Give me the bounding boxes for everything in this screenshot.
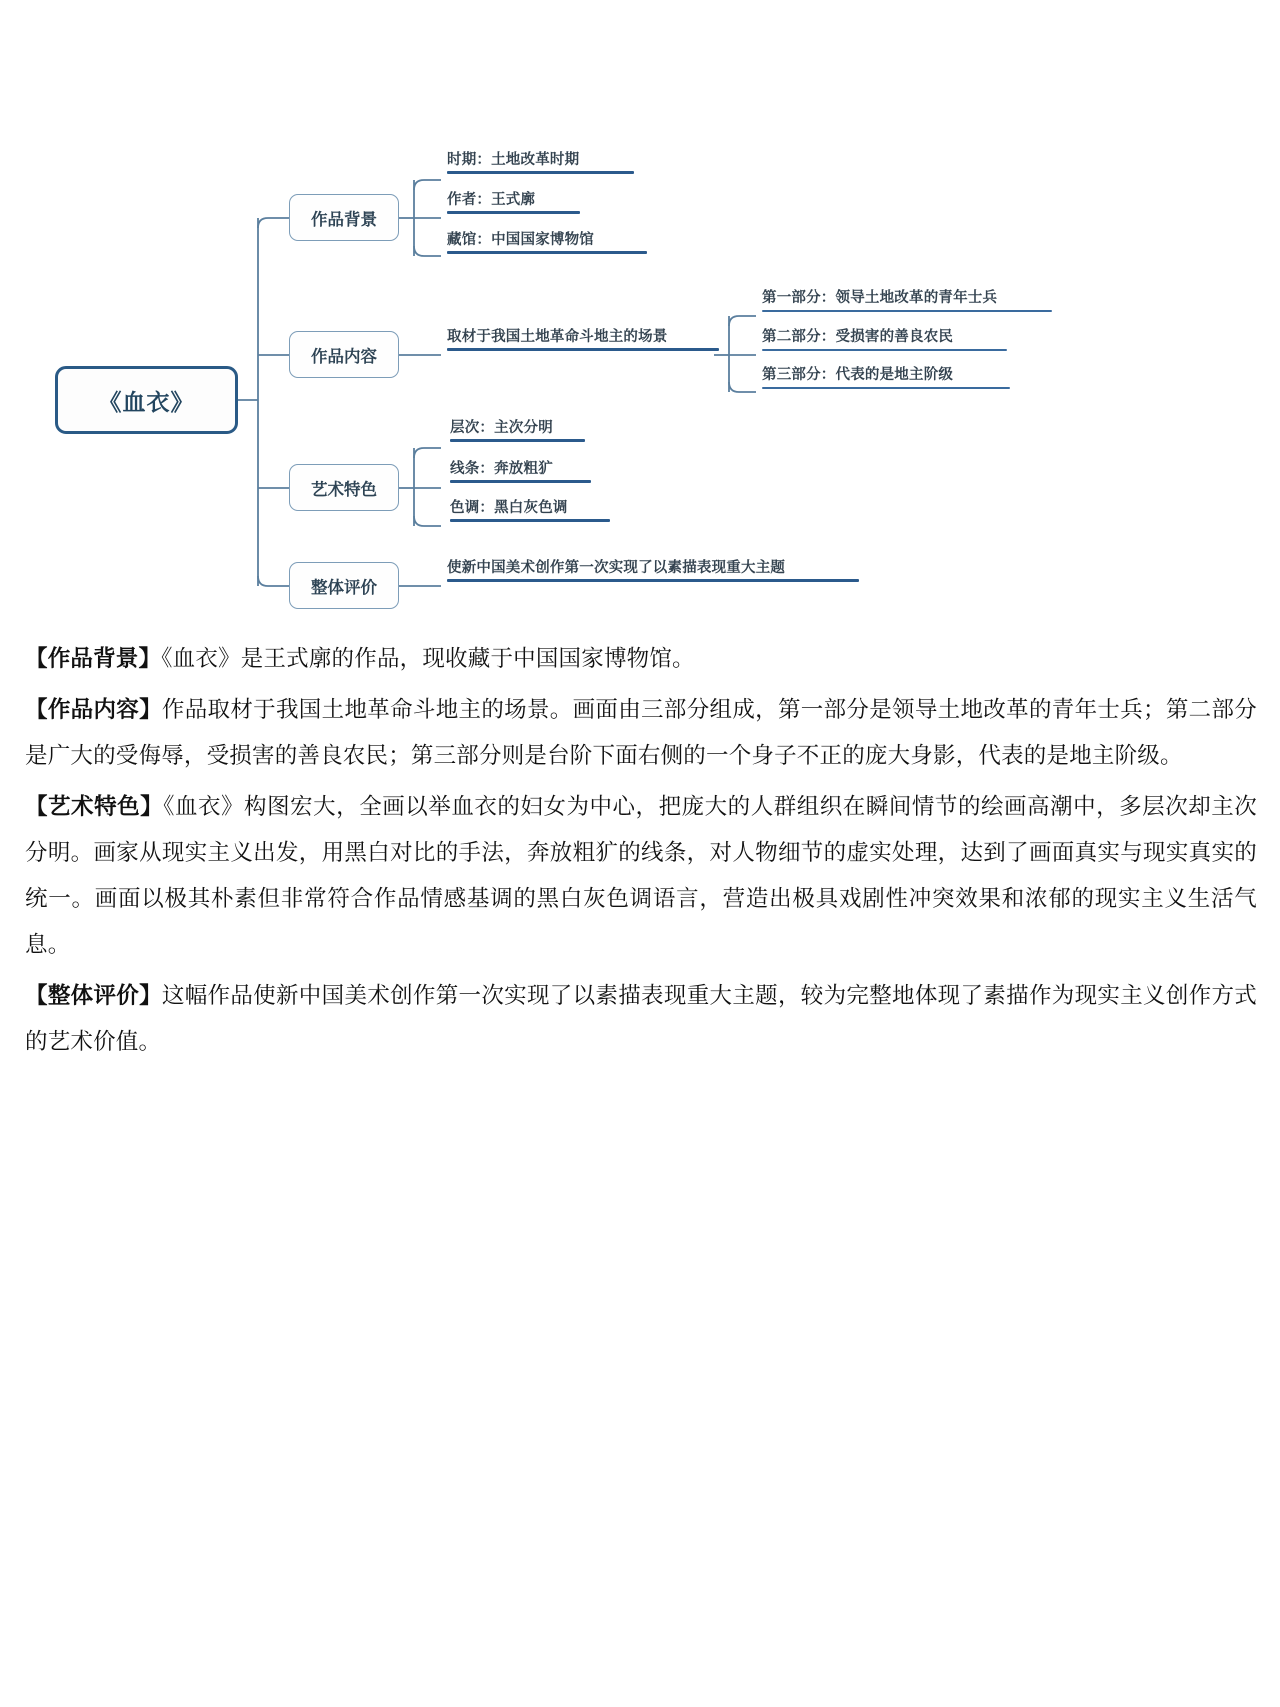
leaf-text: 取材于我国土地革命斗地主的场景 bbox=[447, 329, 668, 345]
mindmap-branch-label: 整体评价 bbox=[311, 578, 377, 597]
mindmap-branch-background bbox=[289, 194, 399, 241]
paragraph-text: 作品取材于我国土地革命斗地主的场景。画面由三部分组成，第一部分是领导土地改革的青年士兵；第二部分是广大的受侮辱，受损害的善良农民；第三部分则是台阶下面右侧的一个身子不正的庞大身影，代表的是地主阶级。 bbox=[25, 697, 1257, 768]
paragraph-tag: 【作品背景】 bbox=[25, 646, 162, 671]
leaf-underline bbox=[762, 310, 1052, 312]
paragraph-overall-evaluation bbox=[25, 973, 1257, 1065]
leaf-underline bbox=[447, 211, 580, 214]
leaf-underline bbox=[447, 171, 634, 174]
paragraph-artistic-features bbox=[25, 784, 1257, 968]
mindmap-leaf-layers bbox=[450, 416, 553, 442]
leaf-underline bbox=[447, 251, 647, 254]
mindmap-branch-artistic-features bbox=[289, 464, 399, 511]
paragraph-tag: 【整体评价】 bbox=[25, 983, 162, 1008]
leaf-text: 藏馆：中国国家博物馆 bbox=[447, 232, 594, 248]
leaf-underline bbox=[762, 349, 1007, 351]
leaf-underline bbox=[447, 579, 859, 582]
mindmap-root-node bbox=[55, 366, 238, 434]
mind-map bbox=[0, 0, 1280, 630]
mindmap-leaf-part-one bbox=[762, 286, 997, 312]
mindmap-branch-overall-evaluation bbox=[289, 562, 399, 609]
paragraph-tag: 【作品内容】 bbox=[25, 697, 162, 722]
leaf-text: 时期：土地改革时期 bbox=[447, 152, 580, 168]
mindmap-connectors bbox=[0, 0, 1280, 630]
leaf-text: 层次：主次分明 bbox=[450, 420, 553, 436]
leaf-text: 线条：奔放粗犷 bbox=[450, 461, 553, 477]
leaf-underline bbox=[450, 439, 585, 442]
paragraph-text: 《血衣》构图宏大，全画以举血衣的妇女为中心，把庞大的人群组织在瞬间情节的绘画高潮中，多层次却主次分明。画家从现实主义出发，用黑白对比的手法，奔放粗犷的线条，对人物细节的虚实处理，达到了画面真实与现实真实的统一。画面以极其朴素但非常符合作品情感基调的黑白灰色调语言，营造出极具戏剧性冲突效果和浓郁的现实主义生活气息。 bbox=[25, 794, 1258, 957]
mindmap-leaf-author bbox=[447, 188, 535, 214]
mindmap-branch-label: 作品背景 bbox=[311, 210, 377, 229]
leaf-text: 作者：王式廓 bbox=[447, 192, 536, 208]
mindmap-leaf-museum bbox=[447, 228, 594, 254]
mindmap-branch-label: 作品内容 bbox=[311, 347, 377, 366]
mindmap-leaf-subject-matter bbox=[447, 325, 668, 351]
paragraph-tag: 【艺术特色】 bbox=[25, 794, 164, 819]
mindmap-leaf-part-two bbox=[762, 325, 953, 351]
mindmap-branch-label: 艺术特色 bbox=[311, 480, 377, 499]
leaf-underline bbox=[762, 387, 1010, 389]
mindmap-leaf-lines bbox=[450, 457, 553, 483]
leaf-text: 使新中国美术创作第一次实现了以素描表现重大主题 bbox=[447, 560, 786, 576]
leaf-underline bbox=[450, 519, 610, 522]
mindmap-leaf-period bbox=[447, 148, 579, 174]
article-body bbox=[25, 636, 1257, 1070]
paragraph-text: 《血衣》是王式廓的作品，现收藏于中国国家博物馆。 bbox=[161, 646, 695, 671]
mindmap-leaf-part-three bbox=[762, 363, 953, 389]
mindmap-leaf-tone bbox=[450, 496, 568, 522]
leaf-text: 第三部分：代表的是地主阶级 bbox=[762, 367, 954, 383]
leaf-underline bbox=[450, 480, 591, 483]
leaf-text: 第二部分：受损害的善良农民 bbox=[762, 329, 954, 345]
paragraph-content bbox=[25, 687, 1257, 779]
paragraph-text: 这幅作品使新中国美术创作第一次实现了以素描表现重大主题，较为完整地体现了素描作为现实主义创作方式的艺术价值。 bbox=[25, 983, 1257, 1054]
leaf-text: 第一部分：领导土地改革的青年士兵 bbox=[762, 290, 998, 306]
mindmap-root-label: 《血衣》 bbox=[98, 389, 195, 415]
paragraph-background bbox=[25, 636, 1257, 682]
leaf-underline bbox=[447, 348, 719, 351]
leaf-text: 色调：黑白灰色调 bbox=[450, 500, 568, 516]
mindmap-leaf-evaluation-text bbox=[447, 556, 785, 582]
mindmap-branch-content bbox=[289, 331, 399, 378]
